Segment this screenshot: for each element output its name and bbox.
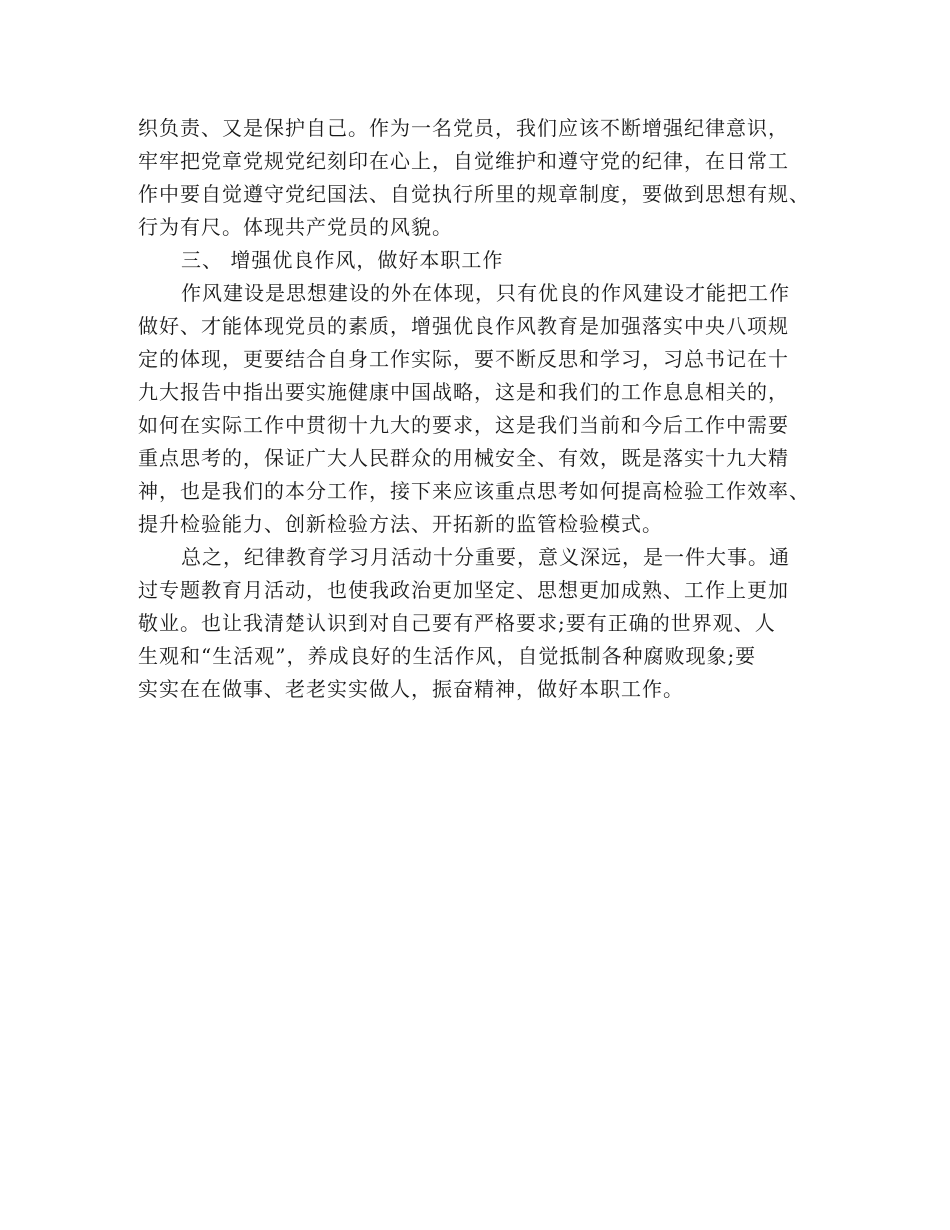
text-line: 定的体现，更要结合自身工作实际，要不断反思和学习，习总书记在十 [138, 347, 789, 371]
text-line: 过专题教育月活动，也使我政治更加坚定、思想更加成熟、工作上更加 [138, 578, 789, 602]
text-line: 总之，纪律教育学习月活动十分重要，意义深远，是一件大事。通 [181, 545, 790, 569]
text-line: 实实在在做事、老老实实做人，振奋精神，做好本职工作。 [138, 677, 684, 701]
section-heading: 三、 增强优良作风，做好本职工作 [181, 248, 504, 272]
text-line: 重点思考的，保证广大人民群众的用械安全、有效，既是落实十九大精 [138, 446, 789, 470]
text-line: 生观和“生活观”，养成良好的生活作风，自觉抵制各种腐败现象;要 [138, 644, 757, 668]
text-line: 敬业。也让我清楚认识到对自己要有严格要求;要有正确的世界观、人 [138, 611, 776, 635]
text-line: 提升检验能力、创新检验方法、开拓新的监管检验模式。 [138, 512, 663, 536]
text-line: 作风建设是思想建设的外在体现，只有优良的作风建设才能把工作 [181, 281, 790, 305]
text-line: 做好、才能体现党员的素质，增强优良作风教育是加强落实中央八项规 [138, 314, 789, 338]
text-line: 行为有尺。体现共产党员的风貌。 [138, 215, 453, 239]
document-body [138, 112, 828, 706]
text-line: 神，也是我们的本分工作，接下来应该重点思考如何提高检验工作效率、 [138, 479, 810, 503]
text-line: 九大报告中指出要实施健康中国战略，这是和我们的工作息息相关的， [138, 380, 789, 404]
text-line: 作中要自觉遵守党纪国法、自觉执行所里的规章制度，要做到思想有规、 [138, 182, 810, 206]
text-line: 如何在实际工作中贯彻十九大的要求，这是我们当前和今后工作中需要 [138, 413, 789, 437]
text-line: 牢牢把党章党规党纪刻印在心上，自觉维护和遵守党的纪律，在日常工 [138, 149, 789, 173]
text-line: 织负责、又是保护自己。作为一名党员，我们应该不断增强纪律意识， [138, 116, 789, 140]
